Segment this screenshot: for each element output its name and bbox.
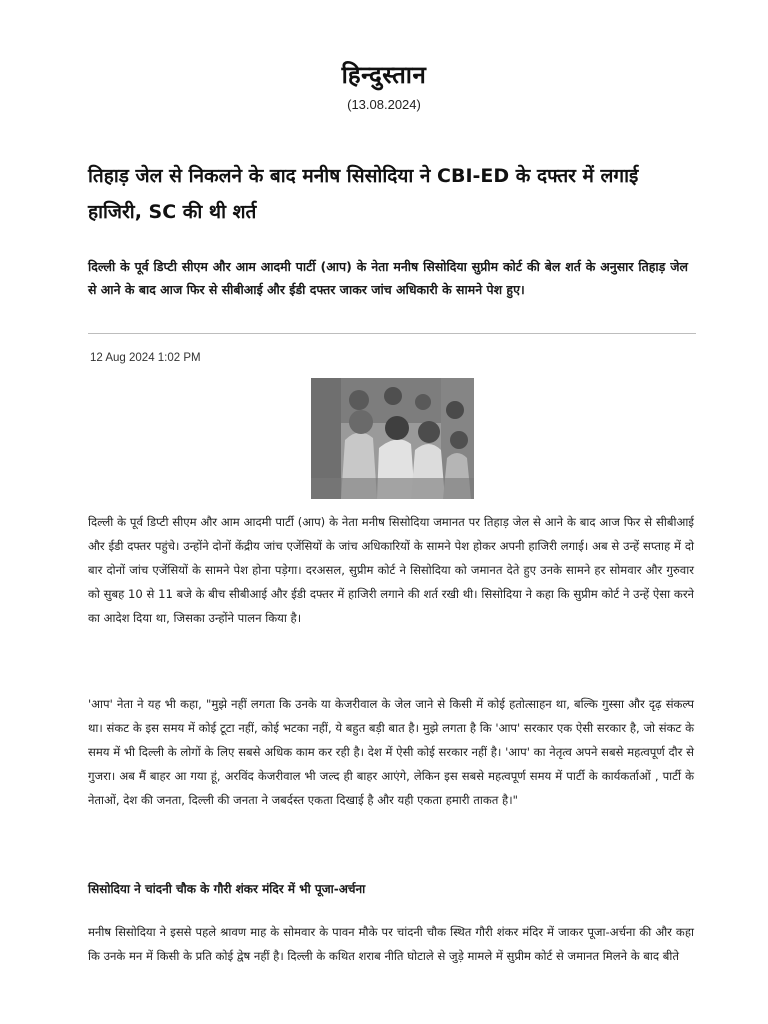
article-subheading: सिसोदिया ने चांदनी चौक के गौरी शंकर मंदिर में भी पूजा-अर्चना (88, 882, 366, 896)
news-photo (311, 378, 474, 499)
article-paragraph: मनीष सिसोदिया ने इससे पहले श्रावण माह के सोमवार के पावन मौके पर चांदनी चौक स्थित गौरी शंकर मंदिर में जाकर पूजा-अर्चना की और कहा कि उनके मन में किसी के प्रति कोई द्वेष नहीं है। दिल्ली के कथित शराब नीति घोटाले से जुड़े मामले में सुप्रीम कोर्ट से जमानत मिलने के बाद बीते (88, 925, 694, 963)
article-headline: तिहाड़ जेल से निकलने के बाद मनीष सिसोदिया ने CBI-ED के दफ्तर में लगाई हाजिरी, SC की थी शर्त (88, 165, 639, 223)
divider (88, 333, 696, 334)
article-timestamp: 12 Aug 2024 1:02 PM (90, 352, 201, 364)
article-summary: दिल्ली के पूर्व डिप्टी सीएम और आम आदमी पार्टी (आप) के नेता मनीष सिसोदिया सुप्रीम कोर्ट की बेल शर्त के अनुसार तिहाड़ जेल से आने के बाद आज फिर से सीबीआई और ईडी दफ्तर जाकर जांच अधिकारी के सामने पेश हुए। (88, 259, 688, 297)
article-paragraph: दिल्ली के पूर्व डिप्टी सीएम और आम आदमी पार्टी (आप) के नेता मनीष सिसोदिया जमानत पर तिहाड़ जेल से आने के बाद आज फिर से सीबीआई और ईडी दफ्तर पहुंचे। उन्होंने दोनों केंद्रीय जांच एजेंसियों के जांच अधिकारियों के सामने पेश होकर अपनी हाजिरी लगाई। अब से उन्हें सप्ताह में दो बार दोनों जांच एजेंसियों के सामने पेश होना पड़ेगा। दरअसल, सुप्रीम कोर्ट ने सिसोदिया को जमानत देते हुए उनके सामने हर सोमवार और गुरुवार को सुबह 10 से 11 बजे के बीच सीबीआई और ईडी दफ्तर में हाजिरी लगाने की शर्त रखी थी। सिसोदिया ने कहा कि सुप्रीम कोर्ट ने उन्हें ऐसा करने का आदेश दिया था, जिसका उन्होंने पालन किया है। (88, 515, 694, 625)
masthead (0, 58, 768, 112)
article-paragraph: 'आप' नेता ने यह भी कहा, "मुझे नहीं लगता कि उनके या केजरीवाल के जेल जाने से किसी में कोई हतोत्साहन था, बल्कि गुस्सा और दृढ़ संकल्प था। संकट के इस समय में कोई टूटा नहीं, कोई भटका नहीं, ये बहुत बड़ी बात है। मुझे लगता है कि 'आप' सरकार एक ऐसी सरकार है, जो संकट के समय में भी दिल्ली के लोगों के लिए सबसे अधिक काम कर रही है। देश में ऐसी कोई सरकार नहीं है। 'आप' का नेतृत्व अपने सबसे महत्वपूर्ण दौर से गुजरा। अब मैं बाहर आ गया हूं, अरविंद केजरीवाल भी जल्द ही बाहर आएंगे, लेकिन इस सबसे महत्वपूर्ण समय में पार्टी के कार्यकर्ताओं , पार्टी के नेताओं, देश की जनता, दिल्ली की जनता ने जबर्दस्त एकता दिखाई है और यही एकता हमारी ताकत है।" (88, 697, 694, 807)
newspaper-name: हिन्दुस्तान (341, 61, 427, 89)
publication-date: (13.08.2024) (347, 97, 421, 112)
